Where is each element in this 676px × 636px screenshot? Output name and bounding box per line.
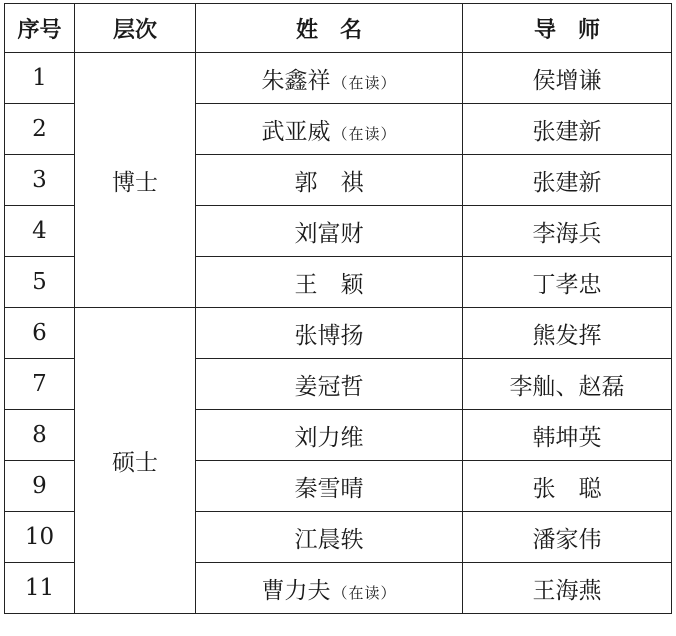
enrollment-note: （在读） [332,124,397,143]
student-name-cell [196,410,463,461]
row-no: 8 [5,410,75,461]
row-no: 6 [5,308,75,359]
row-no: 4 [5,206,75,257]
advisor-name: 李海兵 [463,206,672,257]
advisor-name: 李舢、赵磊 [463,359,672,410]
student-name-cell [196,563,463,614]
student-name: 江晨轶 [294,526,364,553]
row-no: 11 [5,563,75,614]
student-name: 王 颖 [294,271,364,298]
header-level: 层次 [75,4,196,53]
student-name: 郭 祺 [294,169,364,196]
student-name-cell [196,461,463,512]
header-advisor: 导 师 [463,4,672,53]
advisor-name: 潘家伟 [463,512,672,563]
table-row [5,53,672,104]
enrollment-note: （在读） [332,73,397,92]
advisor-name: 张建新 [463,155,672,206]
level-master: 硕士 [75,308,196,614]
student-name: 刘力维 [294,424,364,451]
row-no: 7 [5,359,75,410]
level-doctor: 博士 [75,53,196,308]
advisor-name: 王海燕 [463,563,672,614]
advisor-name: 丁孝忠 [463,257,672,308]
row-no: 5 [5,257,75,308]
advisor-name: 韩坤英 [463,410,672,461]
student-name-cell [196,53,463,104]
header-row [5,4,672,53]
student-name-cell [196,206,463,257]
header-no: 序号 [5,4,75,53]
row-no: 3 [5,155,75,206]
advisor-name: 张建新 [463,104,672,155]
advisor-name: 侯增谦 [463,53,672,104]
header-name: 姓 名 [196,4,463,53]
enrollment-note: （在读） [332,583,397,602]
student-name-cell [196,155,463,206]
student-name-cell [196,359,463,410]
student-name: 曹力夫 [261,577,331,604]
student-name: 朱鑫祥 [261,67,331,94]
student-name: 姜冠哲 [294,373,364,400]
row-no: 2 [5,104,75,155]
advisor-name: 熊发挥 [463,308,672,359]
student-name: 刘富财 [294,220,364,247]
student-name-cell [196,308,463,359]
student-name: 武亚威 [261,118,331,145]
advisor-name: 张 聪 [463,461,672,512]
row-no: 10 [5,512,75,563]
table-row [5,308,672,359]
student-name: 张博扬 [294,322,364,349]
student-name-cell [196,257,463,308]
student-advisor-table [4,3,672,614]
row-no: 9 [5,461,75,512]
student-name-cell [196,512,463,563]
student-name: 秦雪晴 [294,475,364,502]
student-name-cell [196,104,463,155]
row-no: 1 [5,53,75,104]
